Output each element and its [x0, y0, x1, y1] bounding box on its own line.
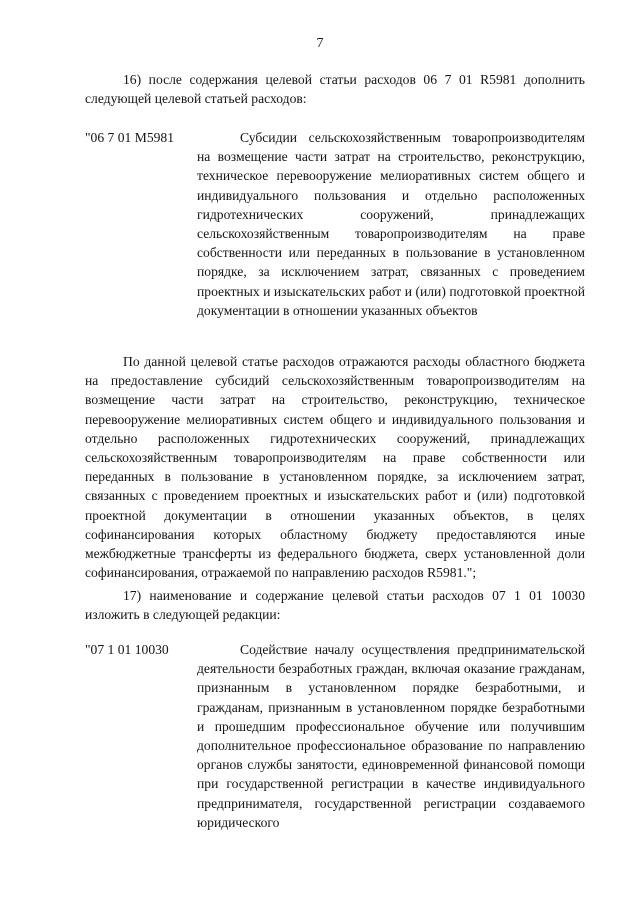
budget-item-explanation: По данной целевой статье расходов отражаются расходы областного бюджета на предоставление субсидий сельскохозяйственным товаропроизводителям на возмещение части затрат на строительство, реконструкцию, техническое перевооружение мелиоративных систем общего и индивидуального пользования и отдельно расположенных гидротехнических сооружений, принадлежащих сельскохозяйственным товаропроизводителям на праве собственности или переданных в пользование в установленном порядке, за исключением затрат, связанных с проведением проектных и изыскательских работ и (или) подготовкой проектной документации в отношении указанных объектов, в целях софинансирования которых областному бюджету предоставляются иные межбюджетные трансферты из федерального бюджета, сверх установленной доли софинансирования, отражаемой по направлению расходов R5981.";: [85, 354, 585, 581]
amendment-17-lead: 17) наименование и содержание целевой статьи расходов 07 1 01 10030 изложить в следующей редакции:: [85, 588, 585, 623]
page-number: 7: [316, 36, 324, 51]
budget-item-description: Содействие началу осуществления предпринимательской деятельности безработных граждан, включая оказание гражданам, признанным в установленном порядке безработными, и гражданам, признанным в установленном порядке безработными и прошедшим профессиональное обучение или получившим дополнительное профессиональное образование по направлению органов службы занятости, единовременной финансовой помощи при государственной регистрации в качестве индивидуального предпринимателя, государственной регистрации создаваемого юридического: [197, 642, 585, 830]
budget-code: "07 1 01 10030: [85, 642, 169, 657]
budget-item-description: Субсидии сельскохозяйственным товаропроизводителям на возмещение части затрат на строительство, реконструкцию, техническое перевооружение мелиоративных систем общего и индивидуального пользования и отдельно расположенных гидротехнических сооружений, принадлежащих сельскохозяйственным товаропроизводителям на праве собственности или переданных в пользование в установленном порядке, за исключением затрат, связанных с проведением проектных и изыскательских работ и (или) подготовкой проектной документации в отношении указанных объектов: [197, 130, 585, 318]
budget-code: "06 7 01 M5981: [85, 130, 175, 145]
amendment-16-lead: 16) после содержания целевой статьи расходов 06 7 01 R5981 дополнить следующей целевой статьей расходов:: [85, 72, 585, 107]
